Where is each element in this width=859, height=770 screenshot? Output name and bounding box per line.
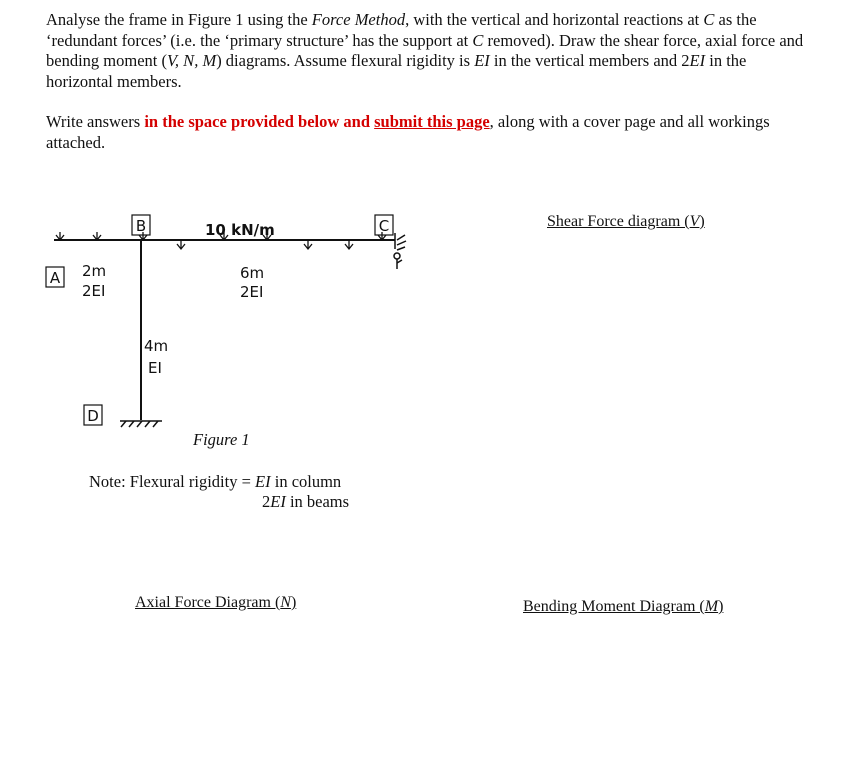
submit-page-emphasis: submit this page (374, 112, 490, 131)
heading-text: Bending Moment Diagram ( (523, 598, 705, 615)
axial-force-heading (135, 594, 296, 612)
ei-symbol: EI (255, 472, 271, 491)
note-text: 2 (262, 492, 271, 511)
instructions-paragraph (46, 112, 816, 153)
heading-text: ) (699, 213, 705, 230)
note-text: Note: Flexural rigidity = (89, 472, 256, 491)
fixed-support-d (120, 421, 162, 427)
ei-symbol: EI (689, 51, 706, 70)
figure-caption: Figure 1 (193, 430, 250, 449)
node-label-a: A (49, 269, 61, 287)
column-length-label: 4m (144, 337, 169, 355)
left-rigidity-label: 2EI (82, 282, 106, 300)
instruction-emphasis: in the space provided below and (144, 112, 375, 131)
frame-figure (40, 205, 430, 435)
right-rigidity-label: 2EI (240, 283, 264, 301)
pin-support-c (394, 233, 406, 269)
ei-symbol: EI (474, 51, 490, 70)
question-text: Analyse the frame in Figure 1 using the (46, 10, 312, 29)
column-rigidity-label: EI (148, 359, 162, 377)
ei-symbol: EI (270, 492, 286, 511)
question-text: as the ‘redundant forces’ (i.e. the ‘primary structure’ has the support at (46, 10, 757, 50)
heading-text: ) (290, 594, 297, 611)
support-c-ref: C (472, 30, 484, 50)
node-label-c: C (378, 217, 390, 235)
left-span-label: 2m (82, 262, 107, 280)
question-text: , with the vertical and horizontal reactions at (405, 10, 704, 29)
force-method-term: Force Method (311, 10, 406, 29)
question-text: in the vertical members and 2 (489, 51, 690, 70)
right-span-label: 6m (240, 264, 265, 282)
question-text: removed). Draw the shear force, axial force and bending moment ( (46, 30, 804, 70)
question-text: ) diagrams. Assume flexural rigidity is (216, 51, 475, 70)
note-text: in beams (285, 492, 350, 511)
question-text: in the horizontal members. (46, 51, 747, 91)
note-line-2 (262, 492, 349, 512)
shear-symbol: V (689, 213, 700, 230)
instruction-text: Write answers (46, 112, 145, 131)
instruction-text: , along with a cover page and all workings attached. (46, 112, 770, 152)
vnm-symbols: V, N, M (166, 51, 217, 70)
load-label: 10 kN/m (205, 221, 275, 239)
heading-text: ) (718, 598, 724, 615)
axial-symbol: N (280, 594, 291, 611)
question-paragraph (46, 10, 816, 92)
moment-symbol: M (704, 598, 719, 615)
heading-text: Shear Force diagram ( (547, 213, 690, 230)
shear-force-heading (547, 213, 705, 231)
node-label-d: D (87, 407, 99, 425)
support-c-ref: C (703, 10, 715, 29)
node-label-b: B (135, 217, 147, 235)
bending-moment-heading (523, 598, 723, 616)
note-text: in column (270, 472, 342, 491)
heading-text: Axial Force Diagram ( (135, 594, 281, 611)
note-line-1 (89, 472, 341, 492)
